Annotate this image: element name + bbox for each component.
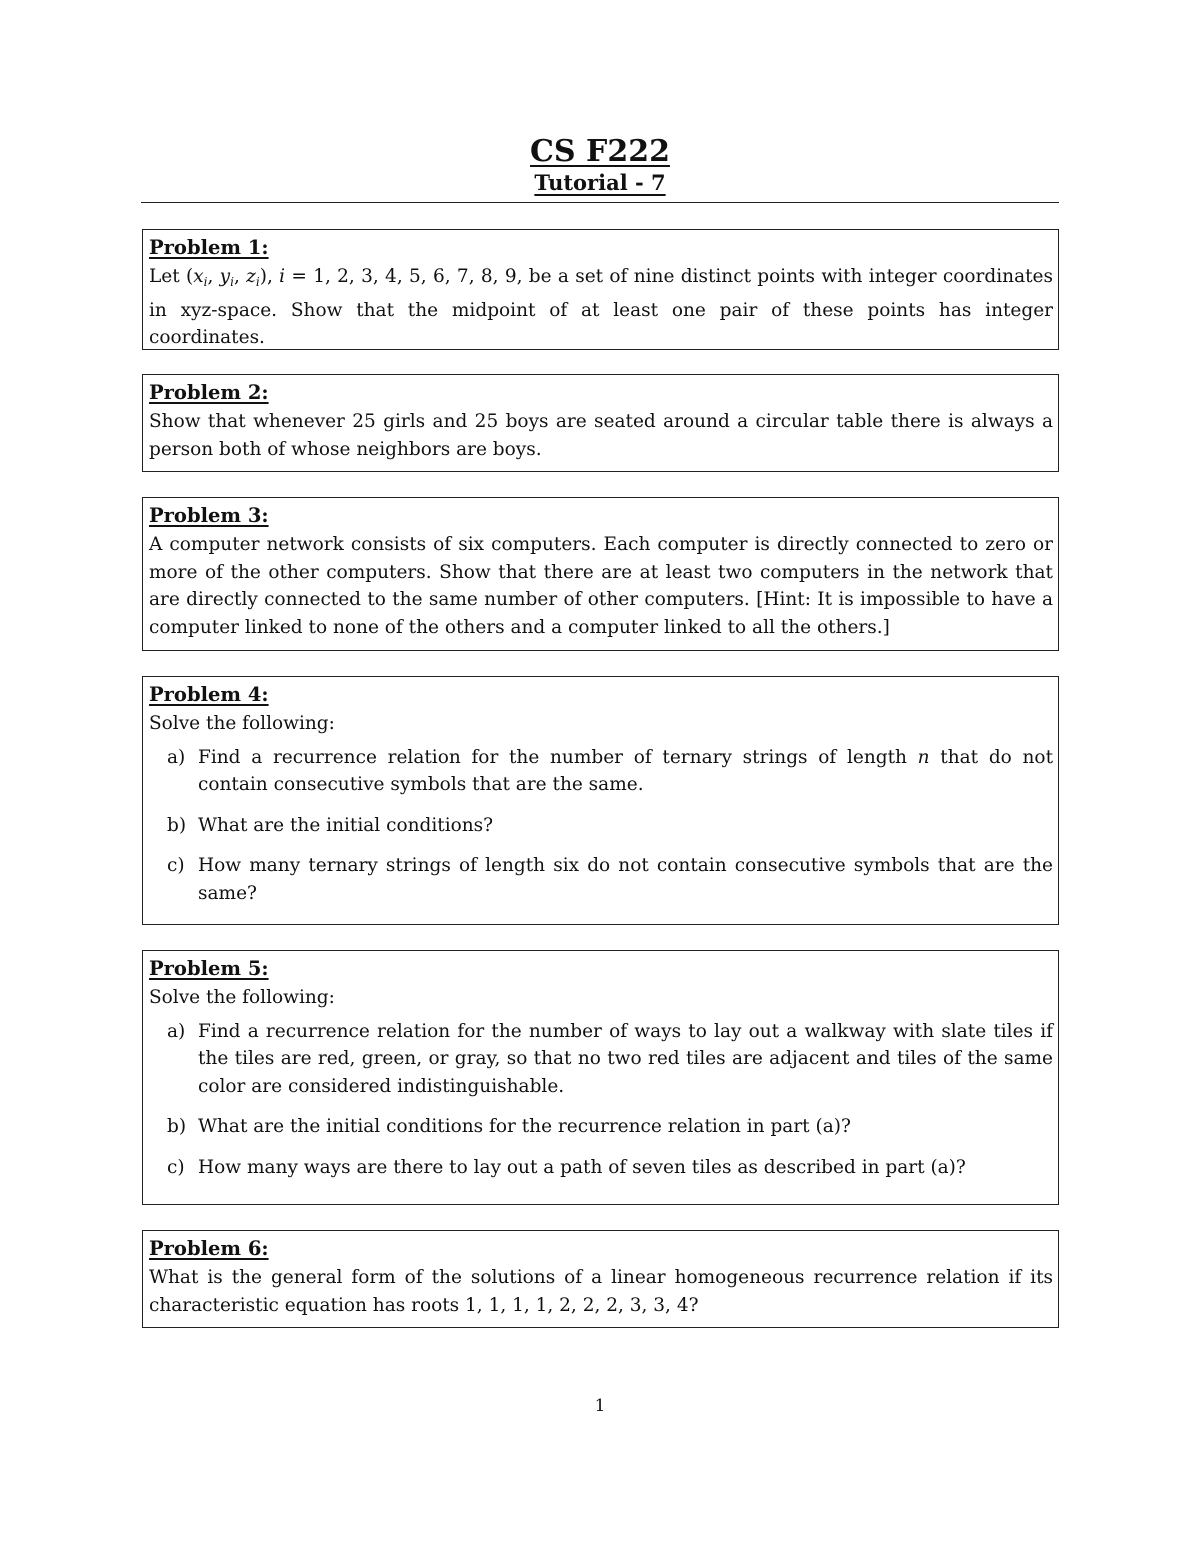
problem-4-items	[149, 744, 1053, 908]
header-rule	[141, 202, 1059, 203]
problem-6-box	[142, 1230, 1059, 1328]
list-item	[149, 744, 1053, 799]
item-text: Find a recurrence relation for the number of ways to lay out a walkway with slate tiles if the tiles are red, green, or gray, so that no two red tiles are adjacent and tiles of the same color are considered indistinguishable.	[198, 1020, 1053, 1097]
list-item	[149, 812, 1053, 840]
problem-2-text: Show that whenever 25 girls and 25 boys are seated around a circular table there is always a person both of whose neighbors are boys.	[149, 411, 1053, 460]
item-label: a)	[167, 1020, 186, 1042]
problem-1-text: Let ($x_i$, $y_i$, $z_i$), i = 1, 2, 3, 4, 5, 6, 7, 8, 9, be a set of nine distinct points with integer coordinates in xyz-space. Show that the midpoint of at least one pair of these points has integer coordinates.	[149, 266, 1053, 348]
item-text: What are the initial conditions for the recurrence relation in part (a)?	[198, 1116, 851, 1137]
list-item	[149, 1018, 1053, 1101]
item-label: b)	[167, 1116, 187, 1137]
list-item	[149, 852, 1053, 907]
problem-6-title: Problem 6:	[149, 1237, 269, 1260]
item-text: How many ways are there to lay out a path of seven tiles as described in part (a)?	[198, 1156, 966, 1178]
problem-3-text: A computer network consists of six computers. Each computer is directly connected to zero or more of the other computers. Show that there are at least two computers in the network that are directly connected to the same number of other computers. [Hint: It is impossible to have a computer linked to none of the others and a computer linked to all the others.]	[149, 534, 1053, 638]
item-text: What are the initial conditions?	[198, 814, 494, 836]
problem-5-title: Problem 5:	[149, 957, 269, 980]
problem-4-title: Problem 4:	[149, 683, 269, 706]
item-label: a)	[167, 746, 186, 768]
problem-2-box	[142, 374, 1059, 472]
problem-5-items	[149, 1018, 1053, 1182]
problem-5-intro: Solve the following:	[149, 987, 335, 1008]
problem-5-box	[142, 950, 1059, 1205]
problem-3-title: Problem 3:	[149, 504, 269, 527]
problem-4-intro: Solve the following:	[149, 713, 335, 734]
item-text: How many ternary strings of length six do not contain consecutive symbols that are the same?	[198, 855, 1053, 904]
item-text: Find a recurrence relation for the number of ternary strings of length n that do not contain consecutive symbols that are the same.	[198, 746, 1053, 795]
tutorial-title: Tutorial - 7	[534, 170, 666, 195]
list-item	[149, 1113, 1053, 1141]
list-item	[149, 1154, 1053, 1182]
problem-6-text: What is the general form of the solutions of a linear homogeneous recurrence relation if its characteristic equation has roots 1, 1, 1, 1, 2, 2, 2, 3, 3, 4?	[149, 1267, 1053, 1316]
course-title: CS F222	[530, 134, 670, 169]
problem-2-title: Problem 2:	[149, 381, 269, 404]
problem-3-box	[142, 497, 1059, 651]
item-label: c)	[167, 1156, 185, 1178]
problem-1-box	[142, 229, 1059, 350]
item-label: b)	[167, 814, 187, 836]
item-label: c)	[167, 855, 185, 876]
problem-4-box	[142, 676, 1059, 925]
problem-1-title: Problem 1:	[149, 236, 269, 259]
page-number: 1	[594, 1396, 606, 1416]
